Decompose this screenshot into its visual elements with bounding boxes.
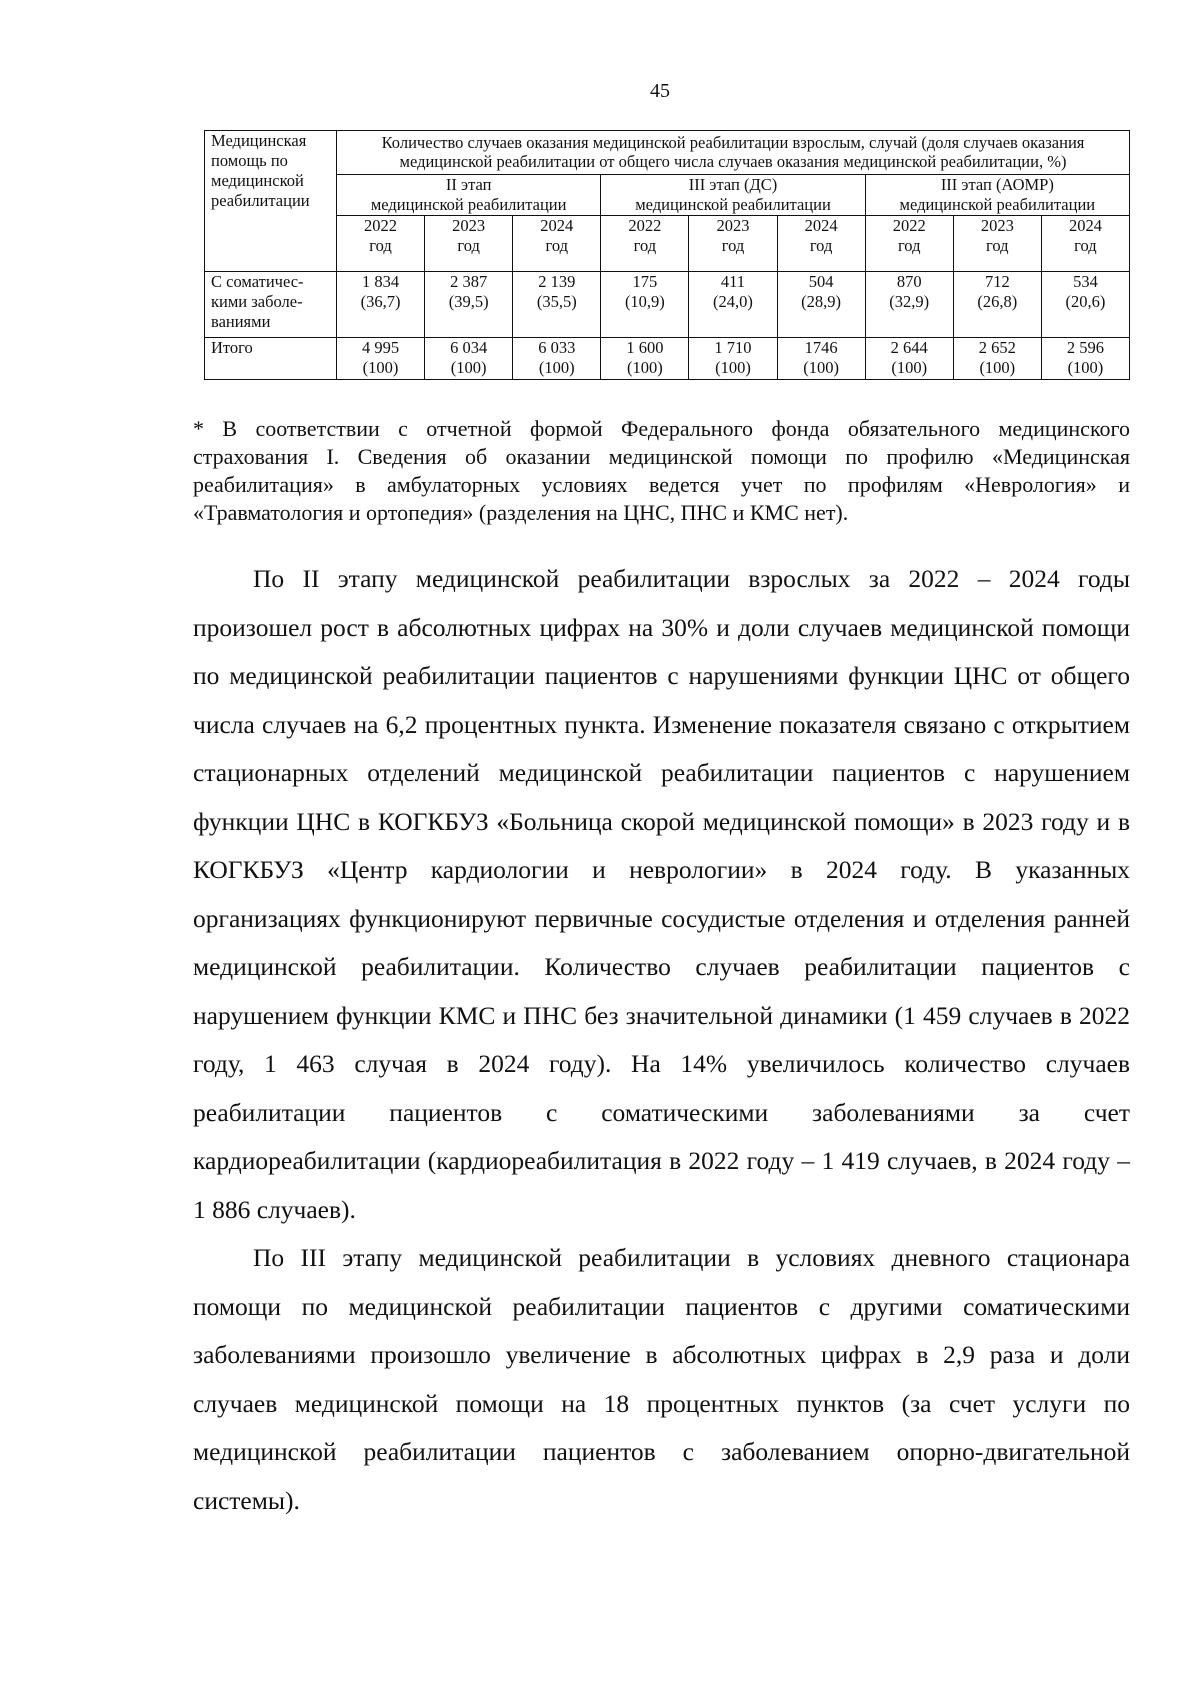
cell-share: (10,9) (624, 292, 665, 311)
corner-header: Медицинская помощь по медицинской реабилитации (211, 131, 310, 210)
cell-value: 1 600 (626, 338, 664, 357)
year-unit: год (986, 236, 1009, 255)
cell-share: (39,5) (448, 292, 489, 311)
page-number: 45 (650, 80, 670, 102)
year-header (865, 216, 953, 272)
table-row (205, 272, 1130, 338)
cell-value: 2 644 (890, 338, 928, 357)
main-header: Количество случаев оказания медицинской реабилитации взрослым, случай (доля случаев оказания медицинской реабилитации от общего числа случаев оказания медицинской реабилитации, %) (381, 133, 1085, 171)
year-value: 2023 (716, 216, 750, 235)
cell-value: 1746 (804, 338, 838, 357)
cell-value: 4 995 (361, 338, 400, 357)
cell-share: (100) (803, 358, 839, 377)
table-footnote: * В соответствии с отчетной формой Федерального фонда обязательного медицинского страхования I. Сведения об оказании медицинской помощи по профилю «Медицинская реабилитация» в амбулаторных условиях ведется учет по профилям «Неврология» и «Травматология и ортопедия» (разделения на ЦНС, ПНС и КМС нет). (193, 416, 1130, 525)
paragraph-stage-2: По II этапу медицинской реабилитации взрослых за 2022 – 2024 годы произошел рост в абсолютных цифрах на 30% и доли случаев медицинской помощи по медицинской реабилитации пациентов с нарушениями функции ЦНС от общего числа случаев на 6,2 процентных пункта. Изменение показателя связано с открытием стационарных отделений медицинской реабилитации пациентов с нарушением функции ЦНС в КОГКБУЗ «Больница скорой медицинской помощи» в 2023 году и в КОГКБУЗ «Центр кардиологии и неврологии» в 2024 году. В указанных организациях функционируют первичные сосудистые отделения и отделения ранней медицинской реабилитации. Количество случаев реабилитации пациентов с нарушением функции КМС и ПНС без значительной динамики (1 459 случаев в 2022 году, 1 463 случая в 2024 году). На 14% увеличилось количество случаев реабилитации пациентов с соматическими заболеваниями за счет кардиореабилитации (кардиореабилитация в 2022 году – 1 419 случаев, в 2024 году – 1 886 случаев). (193, 564, 1130, 1224)
cell-value: 2 596 (1066, 338, 1104, 357)
cell-value: 870 (896, 272, 922, 291)
row-label: Итого (211, 338, 253, 357)
cell-value: 411 (720, 272, 746, 291)
table-row (205, 338, 1130, 380)
stage-title: II этап (445, 174, 492, 194)
table-cell (777, 338, 865, 380)
year-header (953, 216, 1041, 272)
table-cell (513, 272, 601, 338)
year-unit: год (545, 236, 569, 255)
cell-share: (100) (362, 358, 399, 377)
year-unit: год (809, 236, 833, 255)
table-cell (865, 338, 953, 380)
year-unit: год (721, 236, 745, 255)
year-unit: год (633, 236, 657, 255)
stage-subtitle: медицинской реабилитации (899, 194, 1096, 214)
table-cell (601, 272, 689, 338)
year-value: 2022 (628, 216, 662, 235)
row-label: С соматичес-кими заболе-ваниями (211, 272, 304, 331)
year-value: 2022 (892, 216, 926, 235)
table-cell (1041, 272, 1129, 338)
stage-header-2 (337, 174, 601, 216)
year-header (601, 216, 689, 272)
year-value: 2022 (364, 216, 398, 235)
year-header (1041, 216, 1129, 272)
year-header (777, 216, 865, 272)
stage-title: III этап (АОМР) (940, 174, 1054, 194)
stage-subtitle: медицинской реабилитации (635, 194, 831, 214)
table-cell (689, 338, 777, 380)
table-cell (1041, 338, 1129, 380)
cell-share: (100) (715, 358, 751, 377)
cell-value: 1 710 (714, 338, 752, 357)
body-text (193, 555, 1130, 1525)
year-header (337, 216, 425, 272)
year-unit: год (897, 236, 921, 255)
year-unit: год (369, 236, 392, 255)
table-cell (601, 338, 689, 380)
cell-value: 2 387 (450, 272, 488, 291)
table-cell (777, 272, 865, 338)
cell-share: (100) (891, 358, 928, 377)
year-value: 2023 (452, 216, 486, 235)
cell-share: (100) (450, 358, 487, 377)
stage-title: III этап (ДС) (688, 174, 778, 194)
cell-value: 534 (1073, 272, 1098, 291)
table-cell (425, 272, 513, 338)
cell-share: (24,0) (713, 292, 753, 311)
cell-share: (26,8) (977, 292, 1018, 311)
year-value: 2024 (540, 216, 574, 235)
row-label-cell (205, 338, 337, 380)
cell-value: 1 834 (361, 272, 400, 291)
cell-share: (35,5) (536, 292, 577, 311)
rehab-table-container (204, 130, 1130, 380)
table-cell (689, 272, 777, 338)
cell-share: (100) (538, 358, 575, 377)
cell-share: (20,6) (1065, 292, 1106, 311)
table-cell (513, 338, 601, 380)
year-unit: год (457, 236, 480, 255)
cell-share: (100) (1067, 358, 1104, 377)
rehab-cases-table (204, 130, 1130, 380)
cell-share: (36,7) (360, 292, 401, 311)
table-cell (337, 272, 425, 338)
corner-header-cell (205, 131, 337, 272)
stage-subtitle: медицинской реабилитации (370, 194, 567, 214)
paragraph-stage-3: По III этапу медицинской реабилитации в условиях дневного стационара помощи по медицинской реабилитации пациентов с другими соматическими заболеваниями произошло увеличение в абсолютных цифрах в 2,9 раза и доли случаев медицинской помощи на 18 процентных пунктов (за счет услуги по медицинской реабилитации пациентов с заболеванием опорно-двигательной системы). (193, 1243, 1130, 1515)
table-cell (337, 338, 425, 380)
table-cell (953, 272, 1041, 338)
year-value: 2024 (1068, 216, 1102, 235)
cell-value: 2 139 (538, 272, 576, 291)
year-header (689, 216, 777, 272)
cell-value: 6 034 (450, 338, 488, 357)
cell-value: 504 (808, 272, 834, 291)
cell-value: 175 (632, 272, 658, 291)
stage-header-3-ds (601, 174, 865, 216)
year-unit: год (1074, 236, 1097, 255)
table-cell (425, 338, 513, 380)
cell-share: (100) (627, 358, 663, 377)
cell-share: (100) (979, 358, 1016, 377)
year-header (425, 216, 513, 272)
main-header-cell (337, 131, 1130, 175)
cell-share: (32,9) (889, 292, 930, 311)
cell-value: 2 652 (978, 338, 1016, 357)
stage-header-3-aomr (865, 174, 1129, 216)
cell-value: 712 (984, 272, 1010, 291)
cell-value: 6 033 (538, 338, 576, 357)
cell-share: (28,9) (801, 292, 842, 311)
table-cell (865, 272, 953, 338)
year-value: 2024 (804, 216, 838, 235)
year-header (513, 216, 601, 272)
table-cell (953, 338, 1041, 380)
year-value: 2023 (980, 216, 1014, 235)
row-label-cell (205, 272, 337, 338)
